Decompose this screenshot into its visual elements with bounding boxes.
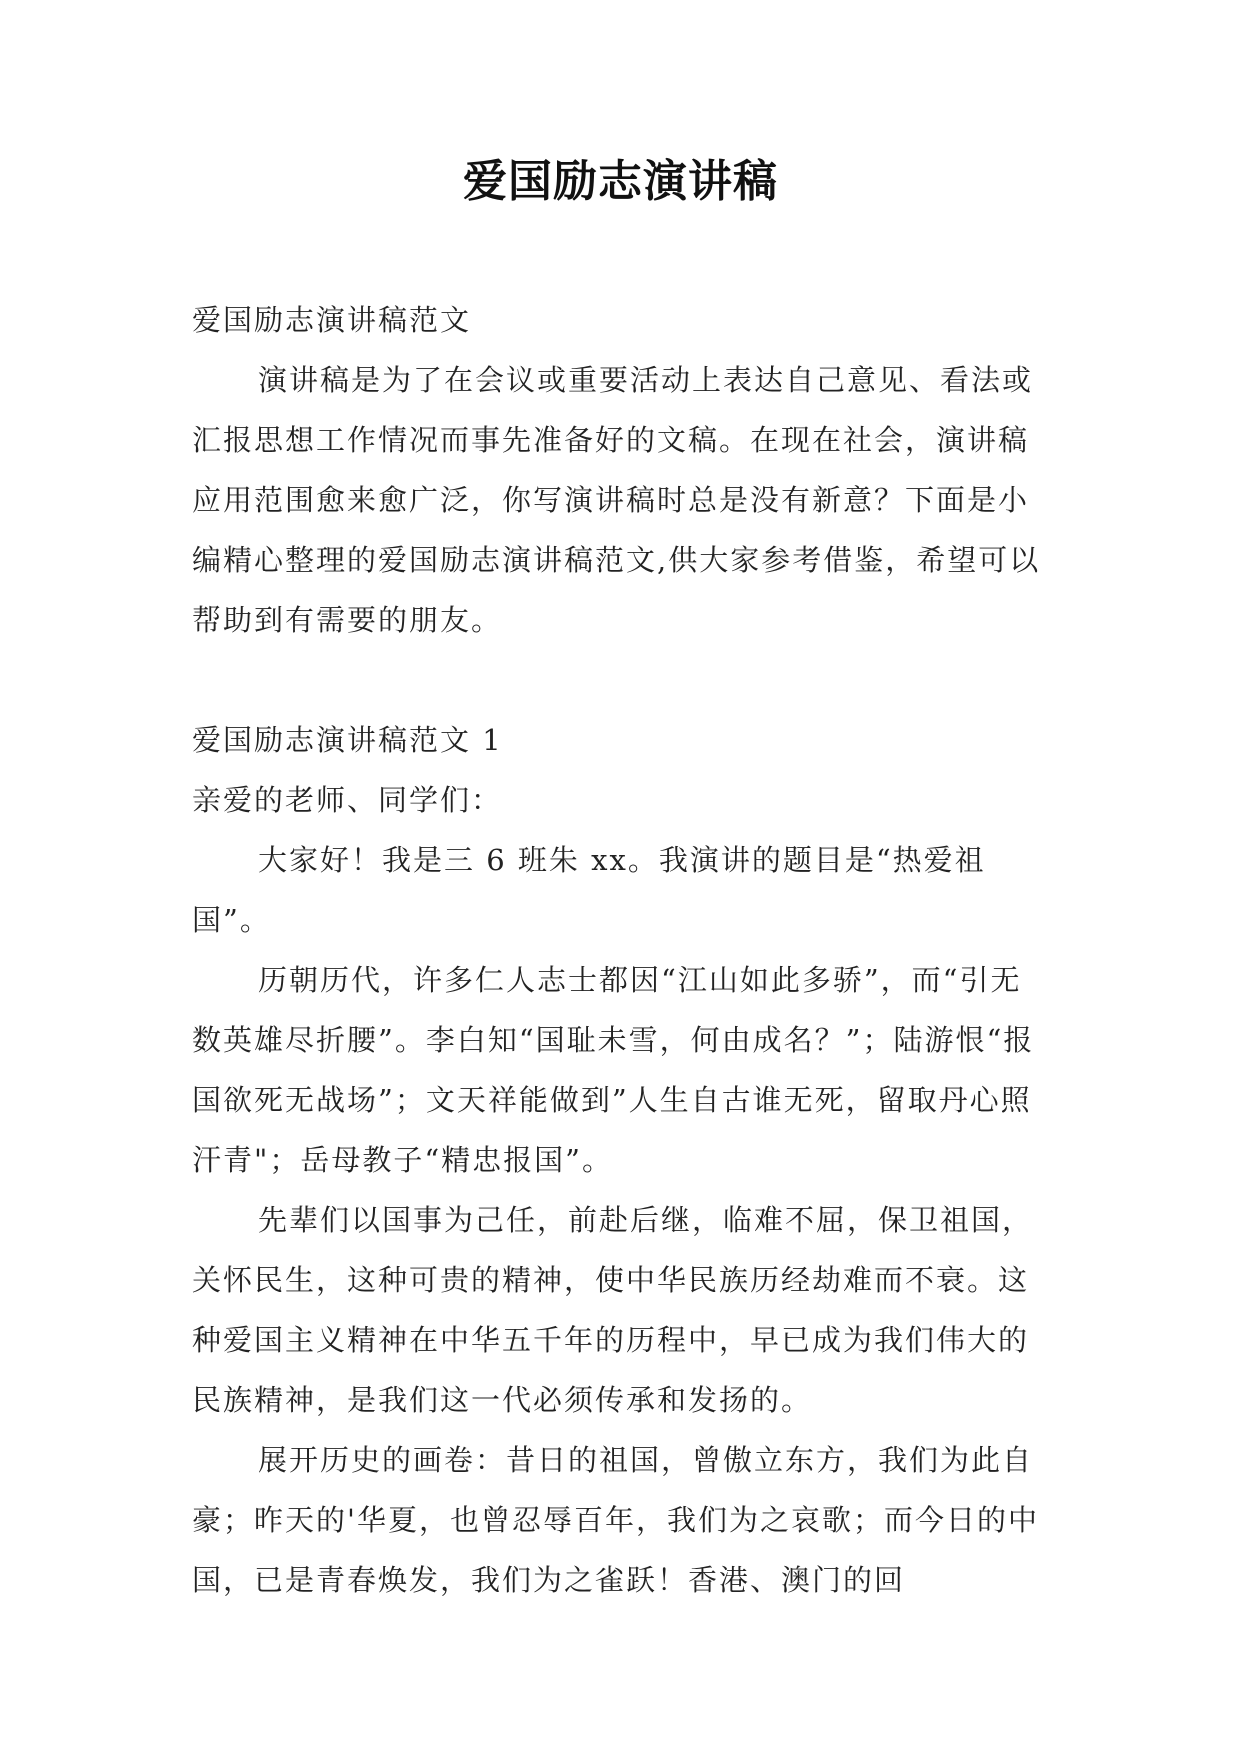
- speech-paragraph-greeting: 大家好！我是三 6 班朱 xx。我演讲的题目是“热爱祖国”。: [192, 843, 986, 937]
- section-heading: 爱国励志演讲稿范文: [192, 303, 472, 337]
- subsection-heading: 爱国励志演讲稿范文 1: [192, 723, 503, 757]
- intro-paragraph: 演讲稿是为了在会议或重要活动上表达自己意见、看法或汇报思想工作情况而事先准备好的文稿。在现在社会，演讲稿应用范围愈来愈广泛，你写演讲稿时总是没有新意？下面是小编精心整理的爱国励志演讲稿范文,供大家参考借鉴，希望可以帮助到有需要的朋友。: [192, 363, 1041, 637]
- speech-paragraph-spirit: 先辈们以国事为己任，前赴后继，临难不屈，保卫祖国，关怀民生，这种可贵的精神，使中华民族历经劫难而不衰。这种爱国主义精神在中华五千年的历程中，早已成为我们伟大的民族精神，是我们这一代必须传承和发扬的。: [192, 1203, 1034, 1417]
- speech-paragraph-scroll: 展开历史的画卷：昔日的祖国，曾傲立东方，我们为此自豪；昨天的'华夏，也曾忍辱百年，我们为之哀歌；而今日的中国，已是青春焕发，我们为之雀跃！香港、澳门的回: [192, 1443, 1039, 1597]
- speech-paragraph-history: 历朝历代，许多仁人志士都因“江山如此多骄”，而“引无数英雄尽折腰”。李白知“国耻未雪，何由成名？”；陆游恨“报国欲死无战场”；文天祥能做到”人生自古谁无死，留取丹心照汗青"；岳母教子“精忠报国”。: [192, 963, 1035, 1177]
- paragraph-gap: [192, 650, 1050, 710]
- salutation: 亲爱的老师、同学们：: [192, 783, 503, 817]
- document-title: 爱国励志演讲稿: [463, 156, 778, 207]
- document-body: [192, 290, 1050, 1610]
